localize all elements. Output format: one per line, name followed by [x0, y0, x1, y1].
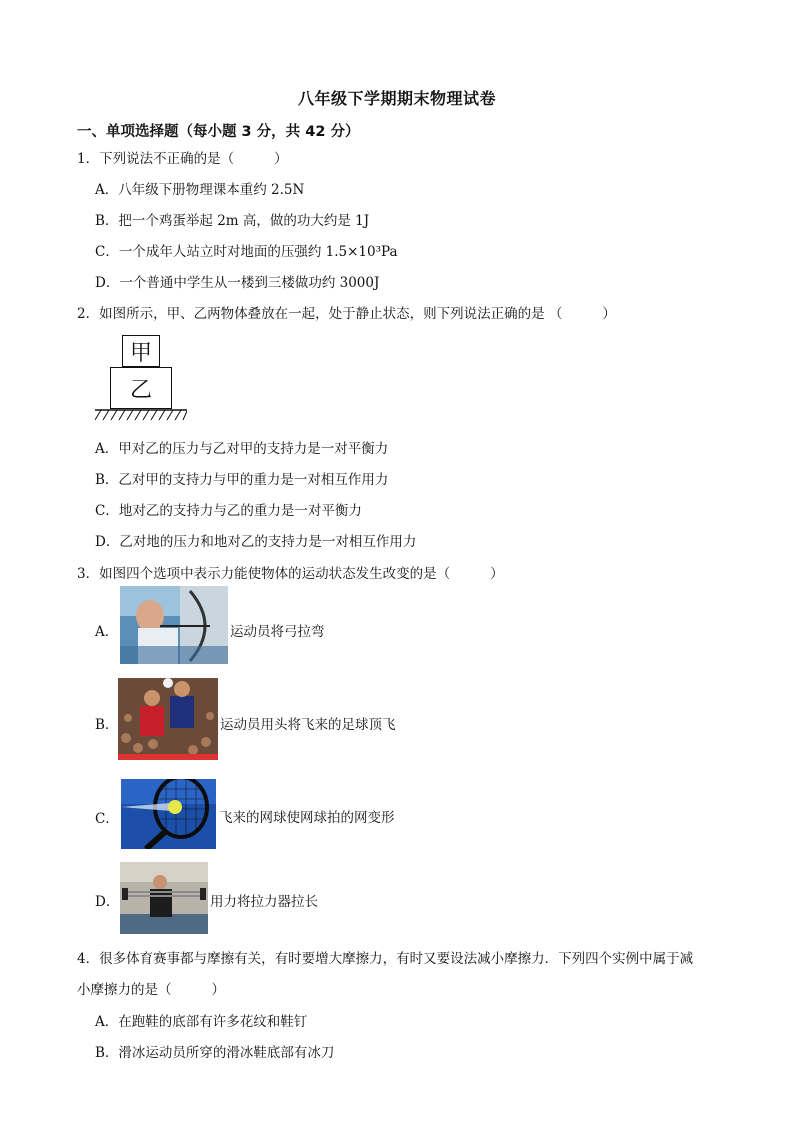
question-4-stem-line-1: 4．很多体育赛事都与摩擦有关，有时要增大摩擦力，有时又要设法减小摩擦力．下列四个实例中属于减	[77, 951, 694, 967]
question-3-option-c-caption: 飞来的网球使网球拍的网变形	[219, 810, 395, 826]
question-3-option-c-letter: C．	[95, 811, 119, 827]
question-3-option-b-letter: B．	[95, 717, 119, 733]
ground-hatch	[95, 409, 187, 421]
question-3-option-d-letter: D．	[95, 894, 120, 910]
question-3-option-a-letter: A．	[95, 624, 119, 640]
question-3-stem: 3．如图四个选项中表示力能使物体的运动状态发生改变的是（ ）	[77, 566, 504, 582]
page-title: 八年级下学期期末物理试卷	[297, 89, 496, 108]
soccer-header-photo	[118, 678, 218, 760]
question-2-option-d: D．乙对地的压力和地对乙的支持力是一对相互作用力	[95, 534, 417, 550]
question-2-option-c: C．地对乙的支持力与乙的重力是一对平衡力	[95, 503, 362, 519]
question-1-option-a: A．八年级下册物理课本重约 2.5N	[95, 182, 305, 198]
block-yi: 乙	[110, 367, 172, 409]
question-3-option-b-caption: 运动员用头将飞来的足球顶飞	[220, 717, 396, 733]
question-2-option-b: B．乙对甲的支持力与甲的重力是一对相互作用力	[95, 472, 389, 488]
question-1-option-c: C．一个成年人站立时对地面的压强约 1.5×10³Pa	[95, 244, 398, 260]
question-1-stem: 1．下列说法不正确的是（ ）	[77, 151, 288, 167]
question-4-option-b: B．滑冰运动员所穿的滑冰鞋底部有冰刀	[95, 1045, 335, 1061]
stacked-blocks-figure	[95, 333, 187, 425]
question-1-option-d: D．一个普通中学生从一楼到三楼做功约 3000J	[95, 275, 380, 291]
chest-expander-photo	[120, 862, 208, 934]
question-3-option-d-caption: 用力将拉力器拉长	[210, 894, 318, 910]
question-2-option-a: A．甲对乙的压力与乙对甲的支持力是一对平衡力	[95, 441, 389, 457]
archer-photo	[120, 586, 228, 664]
question-4-stem-line-2: 小摩擦力的是（ ）	[77, 982, 225, 998]
question-4-option-a: A．在跑鞋的底部有许多花纹和鞋钉	[95, 1014, 308, 1030]
question-1-option-b: B．把一个鸡蛋举起 2m 高，做的功大约是 1J	[95, 213, 370, 229]
tennis-racket-photo	[121, 779, 216, 849]
block-jia: 甲	[122, 335, 160, 367]
question-2-stem: 2．如图所示，甲、乙两物体叠放在一起，处于静止状态，则下列说法正确的是 （ ）	[77, 306, 616, 322]
question-3-option-a-caption: 运动员将弓拉弯	[230, 624, 325, 640]
section-heading: 一、单项选择题（每小题 3 分，共 42 分）	[77, 124, 360, 140]
